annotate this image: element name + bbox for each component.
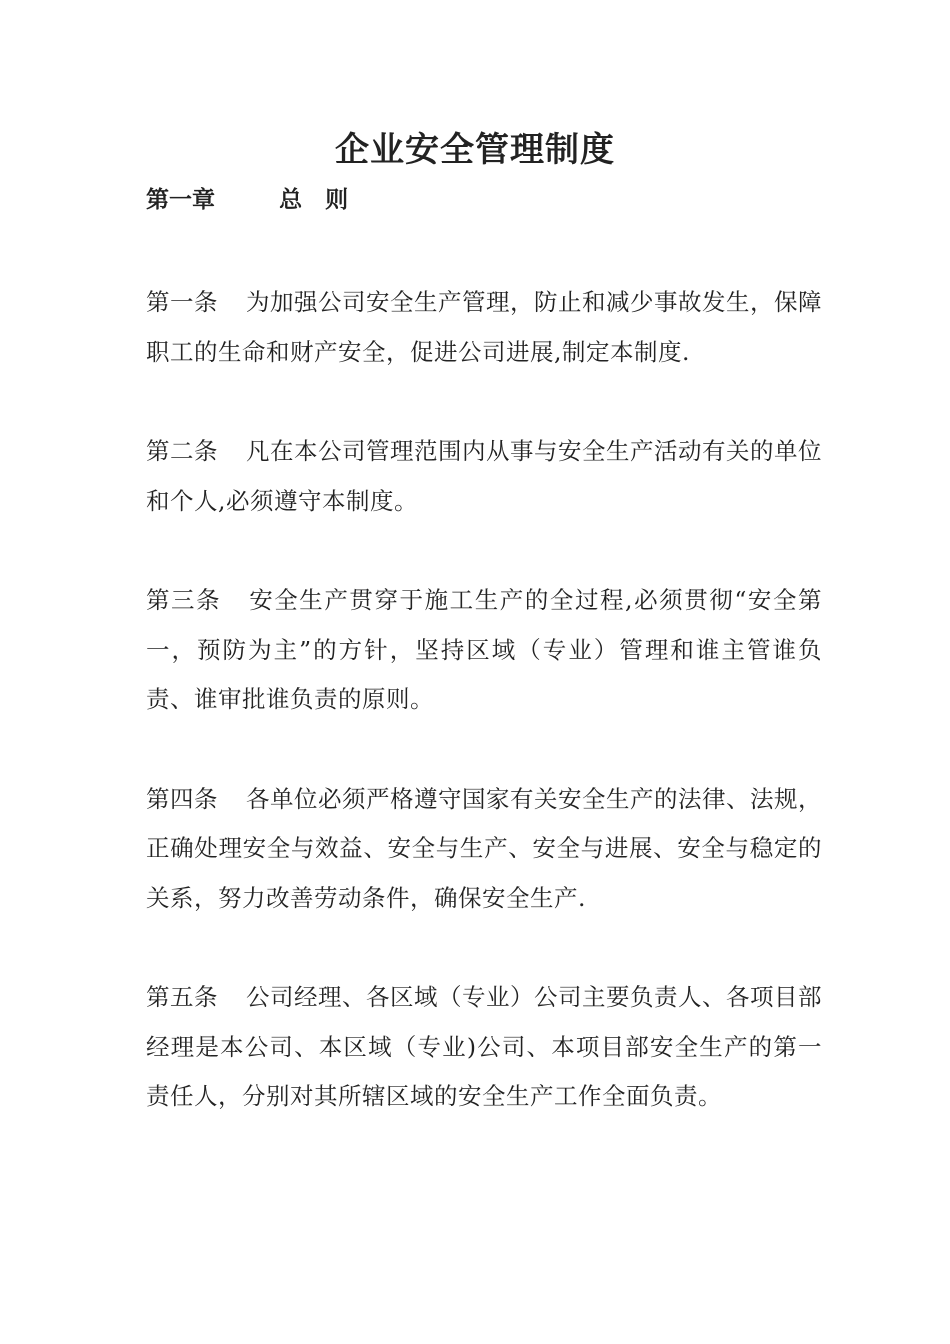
article-2 (146, 427, 822, 526)
chapter-heading (146, 182, 348, 218)
article-text: 安全生产贯穿于施工生产的全过程,必须贯彻“安全第一，预防为主”的方针，坚持区域（专业）管理和谁主管谁负责、谁审批谁负责的原则。 (146, 586, 823, 713)
article-5 (146, 973, 822, 1122)
article-text: 各单位必须严格遵守国家有关安全生产的法律、法规，正确处理安全与效益、安全与生产、安全与进展、安全与稳定的关系，努力改善劳动条件，确保安全生产. (146, 784, 822, 912)
chapter-number: 第一章 (146, 186, 215, 213)
article-3 (146, 576, 822, 725)
article-number: 第四条 (146, 784, 218, 813)
article-text: 为加强公司安全生产管理，防止和减少事故发生，保障职工的生命和财产安全，促进公司进展,制定本制度. (146, 288, 822, 366)
chapter-name: 总 则 (279, 186, 349, 213)
article-number: 第三条 (146, 586, 222, 614)
article-4 (146, 775, 822, 924)
article-number: 第五条 (146, 983, 218, 1011)
article-1 (146, 278, 822, 377)
article-list (146, 278, 822, 1172)
article-number: 第一条 (146, 288, 218, 316)
article-text: 公司经理、各区域（专业）公司主要负责人、各项目部经理是本公司、本区域（专业)公司、本项目部安全生产的第一责任人，分别对其所辖区域的安全生产工作全面负责。 (146, 983, 822, 1110)
document-title: 企业安全管理制度 (335, 130, 615, 170)
article-text: 凡在本公司管理范围内从事与安全生产活动有关的单位和个人,必须遵守本制度。 (146, 437, 822, 515)
article-number: 第二条 (146, 437, 218, 465)
